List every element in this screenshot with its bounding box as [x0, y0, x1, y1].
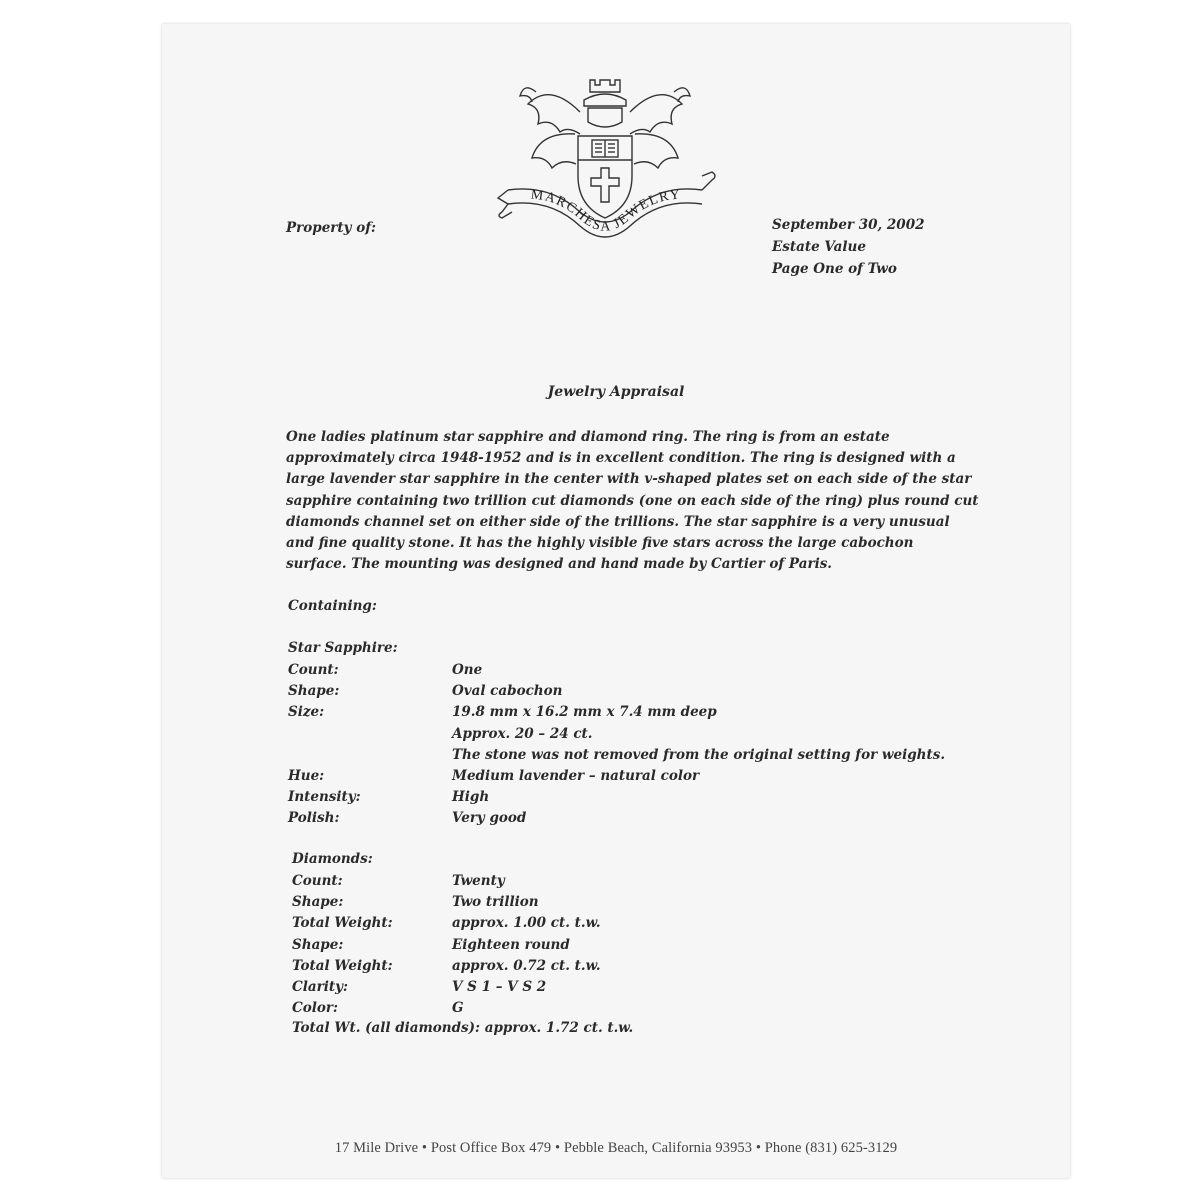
spec-row — [292, 915, 992, 936]
description-line: sapphire containing two trillion cut diamonds (one on each side of the ring) plus round cut — [286, 492, 979, 509]
diamonds-heading: Diamonds: — [292, 851, 373, 867]
spec-row — [288, 768, 988, 789]
spec-value: Oval cabochon — [452, 683, 563, 700]
spec-row — [292, 937, 992, 958]
spec-value: Twenty — [452, 873, 505, 889]
description-line: One ladies platinum star sapphire and diamond ring. The ring is from an estate — [286, 429, 890, 445]
spec-row — [292, 958, 992, 979]
spec-value: The stone was not removed from the original setting for weights. — [452, 746, 946, 763]
spec-label: Shape: — [292, 936, 344, 953]
spec-row — [288, 726, 988, 747]
spec-label: Clarity: — [292, 978, 348, 995]
spec-value: V S 1 – V S 2 — [452, 978, 547, 995]
spec-label: Size: — [288, 704, 325, 721]
spec-value: 19.8 mm x 16.2 mm x 7.4 mm deep — [452, 704, 717, 721]
spec-label: Count: — [288, 662, 339, 678]
spec-label: Hue: — [288, 767, 325, 784]
spec-label: Color: — [292, 1000, 338, 1017]
spec-value: approx. 0.72 ct. t.w. — [452, 957, 601, 974]
appraisal-document — [162, 24, 1070, 1178]
appraisal-date: September 30, 2002 — [772, 217, 925, 233]
spec-row — [288, 789, 988, 810]
spec-label: Total Weight: — [292, 915, 393, 932]
spec-value: Approx. 20 – 24 ct. — [452, 725, 593, 742]
containing-label: Containing: — [288, 598, 377, 614]
spec-row — [288, 662, 988, 683]
logo-wordmark: MARCHESA JEWELRY — [529, 187, 682, 235]
spec-row — [288, 683, 988, 704]
description-line: surface. The mounting was designed and hand made by Cartier of Paris. — [286, 556, 833, 573]
spec-row — [292, 873, 992, 894]
spec-value: Medium lavender – natural color — [452, 767, 700, 784]
spec-row — [292, 1000, 992, 1021]
document-title: Jewelry Appraisal — [547, 384, 685, 400]
value-type: Estate Value — [772, 239, 866, 255]
spec-label: Shape: — [292, 894, 344, 911]
spec-label: Count: — [292, 873, 343, 889]
spec-value: approx. 1.00 ct. t.w. — [452, 915, 601, 932]
spec-row — [288, 704, 988, 725]
star-sapphire-heading: Star Sapphire: — [288, 640, 398, 656]
spec-row — [292, 894, 992, 915]
spec-value: Two trillion — [452, 894, 539, 911]
spec-value: High — [452, 789, 490, 806]
spec-label: Polish: — [288, 810, 340, 827]
description-line: large lavender star sapphire in the center with v-shaped plates set on each side of the star — [286, 471, 972, 488]
spec-label: Shape: — [288, 683, 340, 700]
description-line: approximately circa 1948-1952 and is in excellent condition. The ring is designed with a — [286, 450, 956, 467]
spec-value: G — [452, 1000, 464, 1017]
property-of-label: Property of: — [286, 220, 376, 236]
description-paragraph — [286, 427, 979, 575]
marchesa-crest-logo — [480, 72, 730, 272]
spec-value: Very good — [452, 810, 527, 827]
spec-label: Intensity: — [288, 789, 361, 806]
spec-row — [292, 979, 992, 1000]
description-line: diamonds channel set on either side of the trillions. The star sapphire is a very unusual — [286, 513, 950, 530]
spec-row — [288, 747, 988, 768]
svg-text:MARCHESA JEWELRY — [530, 187, 682, 234]
spec-row — [288, 810, 988, 831]
star-sapphire-specs — [288, 662, 988, 832]
spec-label: Total Weight: — [292, 957, 393, 974]
page-indicator: Page One of Two — [772, 261, 897, 277]
description-line: and fine quality stone. It has the highly visible five stars across the large cabochon — [286, 535, 914, 552]
letterhead-footer-address: 17 Mile Drive • Post Office Box 479 • Pebble Beach, California 93953 • Phone (831) 625-3129 — [334, 1140, 898, 1156]
total-weight-all-diamonds: Total Wt. (all diamonds): approx. 1.72 ct. t.w. — [292, 1020, 634, 1036]
header-meta — [772, 214, 925, 280]
spec-value: One — [452, 662, 483, 678]
spec-value: Eighteen round — [452, 936, 570, 953]
diamonds-specs — [292, 873, 992, 1021]
